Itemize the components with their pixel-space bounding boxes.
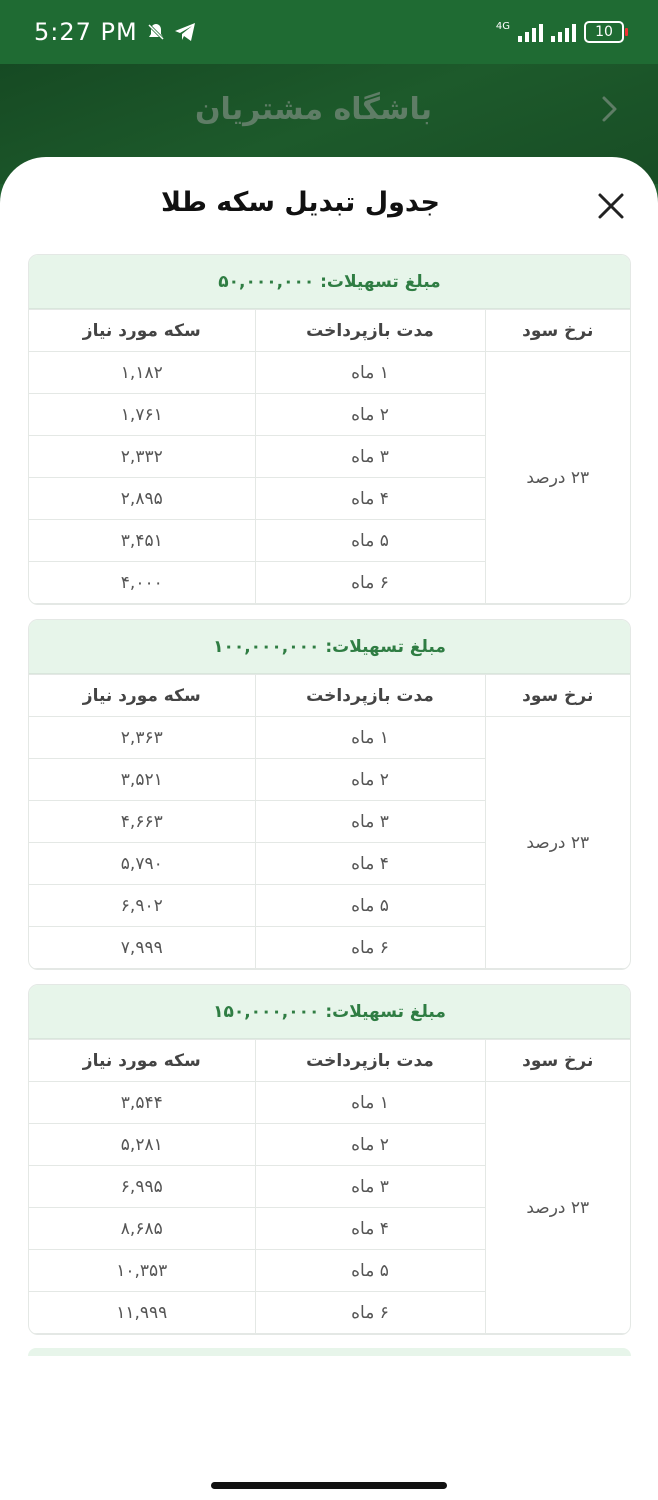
coins-cell: ۴,۰۰۰ — [29, 562, 255, 604]
table-row — [29, 1082, 630, 1124]
sheet-title: جدول تبدیل سکه طلا — [160, 187, 440, 218]
next-table-card — [28, 1348, 631, 1356]
table-header-row — [29, 310, 630, 352]
conversion-table-card — [28, 254, 631, 605]
column-header-duration: مدت بازپرداخت — [255, 310, 485, 352]
column-header-coins: سکه مورد نیاز — [29, 310, 255, 352]
duration-cell: ۴ ماه — [255, 1208, 485, 1250]
coins-cell: ۵,۷۹۰ — [29, 843, 255, 885]
battery-level: 10 — [595, 24, 613, 40]
interest-rate-cell: ۲۳ درصد — [485, 717, 630, 969]
duration-cell: ۱ ماه — [255, 1082, 485, 1124]
coins-cell: ۱,۷۶۱ — [29, 394, 255, 436]
coins-cell: ۳,۵۴۴ — [29, 1082, 255, 1124]
column-header-rate: نرخ سود — [485, 1040, 630, 1082]
coins-cell: ۸,۶۸۵ — [29, 1208, 255, 1250]
duration-cell: ۵ ماه — [255, 520, 485, 562]
signal-strength-icon-2 — [551, 22, 576, 42]
loan-amount-heading: مبلغ تسهیلات: ۱۰۰,۰۰۰,۰۰۰ — [29, 620, 630, 674]
column-header-duration: مدت بازپرداخت — [255, 1040, 485, 1082]
table-header-row — [29, 675, 630, 717]
conversion-table-card — [28, 984, 631, 1335]
bell-off-icon — [146, 22, 166, 42]
duration-cell: ۶ ماه — [255, 1292, 485, 1334]
network-label: 4G — [495, 21, 510, 32]
duration-cell: ۵ ماه — [255, 1250, 485, 1292]
coins-cell: ۱۱,۹۹۹ — [29, 1292, 255, 1334]
coins-cell: ۳,۵۲۱ — [29, 759, 255, 801]
battery-icon — [584, 21, 624, 43]
conversion-table — [29, 674, 630, 969]
loan-amount-heading: مبلغ تسهیلات: ۱۵۰,۰۰۰,۰۰۰ — [29, 985, 630, 1039]
duration-cell: ۳ ماه — [255, 1166, 485, 1208]
status-bar — [0, 0, 658, 64]
chevron-right-icon[interactable] — [594, 94, 624, 124]
duration-cell: ۳ ماه — [255, 436, 485, 478]
duration-cell: ۱ ماه — [255, 352, 485, 394]
interest-rate-cell: ۲۳ درصد — [485, 352, 630, 604]
coins-cell: ۲,۸۹۵ — [29, 478, 255, 520]
table-header-row — [29, 1040, 630, 1082]
duration-cell: ۶ ماه — [255, 927, 485, 969]
column-header-duration: مدت بازپرداخت — [255, 675, 485, 717]
loan-amount-heading: مبلغ تسهیلات: ۵۰,۰۰۰,۰۰۰ — [29, 255, 630, 309]
signal-strength-icon — [518, 22, 543, 42]
table-row — [29, 717, 630, 759]
table-row — [29, 352, 630, 394]
telegram-icon — [174, 22, 196, 42]
coins-cell: ۲,۳۶۳ — [29, 717, 255, 759]
conversion-table-card — [28, 619, 631, 970]
conversion-table — [29, 309, 630, 604]
coins-cell: ۵,۲۸۱ — [29, 1124, 255, 1166]
conversion-table — [29, 1039, 630, 1334]
coins-cell: ۲,۳۳۲ — [29, 436, 255, 478]
duration-cell: ۱ ماه — [255, 717, 485, 759]
duration-cell: ۶ ماه — [255, 562, 485, 604]
page-title: باشگاه مشتریان — [194, 92, 432, 127]
duration-cell: ۵ ماه — [255, 885, 485, 927]
close-icon[interactable] — [596, 191, 626, 221]
column-header-coins: سکه مورد نیاز — [29, 1040, 255, 1082]
duration-cell: ۴ ماه — [255, 843, 485, 885]
duration-cell: ۴ ماه — [255, 478, 485, 520]
interest-rate-cell: ۲۳ درصد — [485, 1082, 630, 1334]
coins-cell: ۱,۱۸۲ — [29, 352, 255, 394]
coins-cell: ۶,۹۰۲ — [29, 885, 255, 927]
duration-cell: ۲ ماه — [255, 759, 485, 801]
coins-cell: ۴,۶۶۳ — [29, 801, 255, 843]
coins-cell: ۷,۹۹۹ — [29, 927, 255, 969]
duration-cell: ۲ ماه — [255, 394, 485, 436]
duration-cell: ۲ ماه — [255, 1124, 485, 1166]
column-header-coins: سکه مورد نیاز — [29, 675, 255, 717]
duration-cell: ۳ ماه — [255, 801, 485, 843]
column-header-rate: نرخ سود — [485, 310, 630, 352]
status-time: 5:27 PM — [34, 18, 138, 46]
column-header-rate: نرخ سود — [485, 675, 630, 717]
coins-cell: ۳,۴۵۱ — [29, 520, 255, 562]
coins-cell: ۱۰,۳۵۳ — [29, 1250, 255, 1292]
coins-cell: ۶,۹۹۵ — [29, 1166, 255, 1208]
home-indicator[interactable] — [211, 1482, 447, 1489]
